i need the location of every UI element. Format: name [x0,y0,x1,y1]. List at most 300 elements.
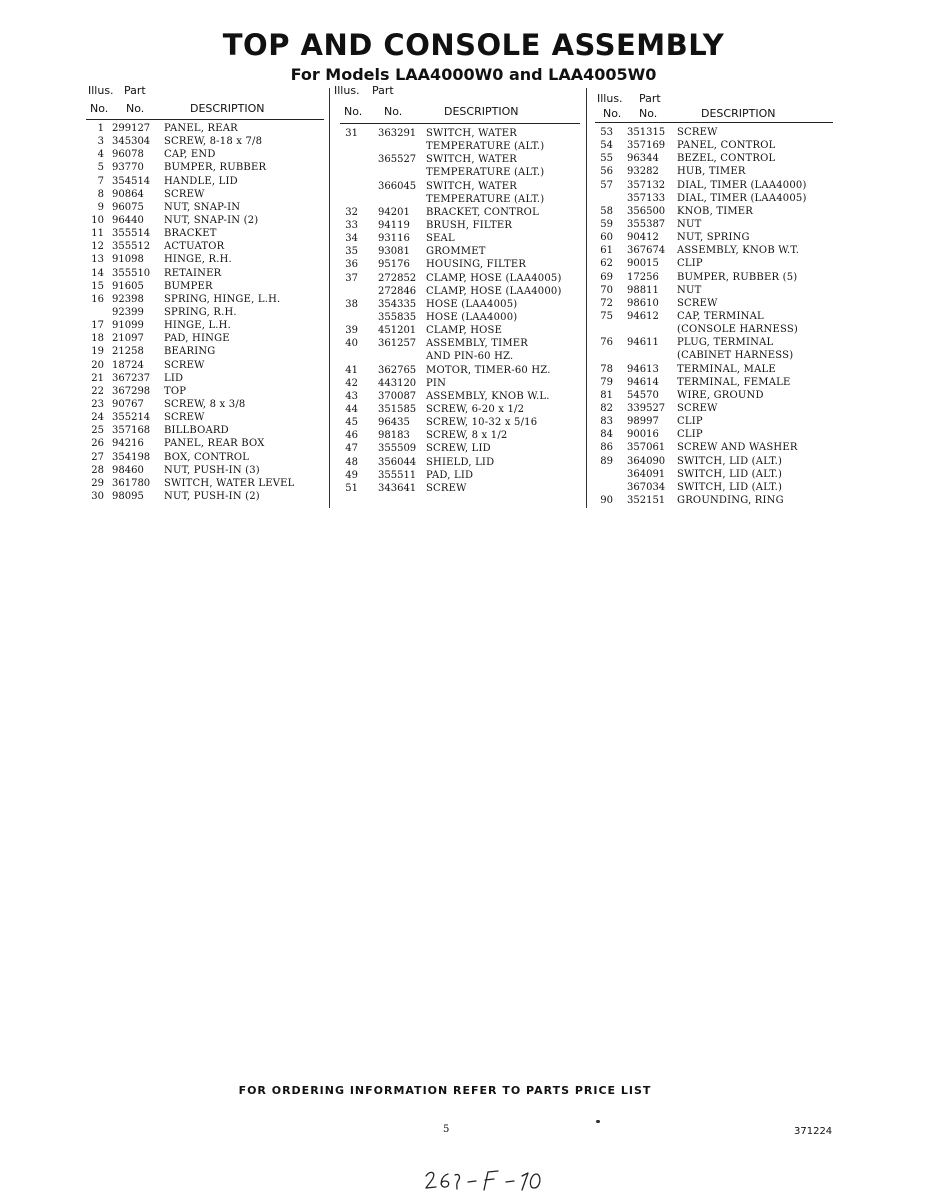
part-row [595,389,833,402]
part-description: CAP, END [164,149,216,161]
part-description: SCREW [677,127,718,138]
part-row [86,345,324,358]
part-description: GROUNDING, RING [677,494,784,506]
illus-number: 15 [91,280,104,292]
parts-column-2 [334,84,580,495]
illus-number: 58 [600,205,613,217]
illus-number: 19 [91,346,104,358]
part-row [86,175,324,188]
part-description: PANEL, REAR [164,123,238,134]
part-row [595,152,833,165]
part-row [595,481,833,494]
illus-number: 59 [600,218,613,230]
part-description: TEMPERATURE (ALT.) [426,193,545,205]
page-number: 5 [443,1124,450,1135]
part-description: HINGE, R.H. [164,254,232,266]
part-number: 98095 [112,490,144,502]
illus-number: 34 [345,233,358,245]
part-description: SCREW [677,402,718,414]
part-row [340,482,580,495]
parts-list [340,127,580,495]
illus-number: 33 [345,219,358,231]
illus-number: 75 [600,310,613,322]
part-row [595,455,833,468]
column-divider [586,88,587,508]
illus-number: 37 [345,272,358,284]
part-row [340,324,580,337]
header-rule [340,123,580,124]
part-description: SCREW, 8-18 x 7/8 [164,136,263,148]
part-number: 367298 [112,385,151,397]
part-description: TERMINAL, MALE [677,363,776,375]
part-number: 94216 [112,438,144,450]
part-description: HINGE, L.H. [164,320,231,332]
illus-number: 11 [91,228,104,240]
part-number: 90767 [112,398,144,410]
part-description: NUT, PUSH-IN (2) [164,490,260,502]
part-description: BEZEL, CONTROL [677,153,776,165]
part-number: 90016 [627,429,659,441]
part-description: SWITCH, WATER LEVEL [164,477,295,489]
part-number: 351315 [627,127,666,138]
part-row [86,240,324,253]
header-description: DESCRIPTION [701,107,776,120]
part-number: 98183 [378,430,410,442]
part-row [595,428,833,441]
part-description: PAD, LID [426,469,474,481]
illus-number: 41 [345,364,358,376]
part-number: 354514 [112,175,151,187]
header-part: Part [639,92,661,105]
part-description: LID [164,372,184,384]
illus-number: 76 [600,337,613,349]
illus-number: 42 [345,377,358,389]
illus-number: 39 [345,325,358,337]
part-number: 356044 [378,456,417,468]
part-number: 94119 [378,219,410,231]
part-number: 355510 [112,267,151,279]
part-description: BEARING [164,346,216,358]
part-description: SCREW, 8 x 1/2 [426,430,508,442]
part-description: SCREW [426,482,467,494]
part-number: 96344 [627,153,659,165]
illus-number: 57 [600,179,613,191]
part-row [595,205,833,218]
part-number: 345304 [112,136,151,148]
part-description: (CONSOLE HARNESS) [677,324,799,336]
part-number: 357132 [627,179,666,191]
part-number: 364091 [627,468,666,480]
part-number: 93282 [627,166,659,178]
illus-number: 22 [91,385,104,397]
part-number: 357168 [112,425,151,437]
part-description: SCREW [164,359,205,371]
part-description: SCREW, 6-20 x 1/2 [426,403,525,415]
illus-number: 78 [600,363,613,375]
ink-mark [596,1120,600,1123]
part-row [595,310,833,323]
document-number: 371224 [794,1126,833,1137]
part-row [86,332,324,345]
part-description: HANDLE, LID [164,175,238,187]
illus-number: 82 [600,402,613,414]
part-number: 93116 [378,233,410,245]
part-number: 299127 [112,123,151,134]
part-number: 272852 [378,272,417,284]
part-row [595,376,833,389]
part-description: HOSE (LAA4005) [426,298,518,310]
illus-number: 38 [345,298,358,310]
part-number: 363291 [378,128,417,139]
illus-number: 62 [600,258,613,270]
part-description: HOUSING, FILTER [426,259,527,271]
column-divider [329,88,330,508]
part-number: 355835 [378,311,417,323]
part-row [340,272,580,285]
illus-number: 1 [97,123,104,134]
part-number: 352151 [627,494,666,506]
parts-list [595,126,833,507]
part-description: TERMINAL, FEMALE [677,376,791,388]
column-header [86,84,324,122]
part-description: SPRING, HINGE, L.H. [164,293,281,305]
part-row [340,193,580,206]
header-illus-no: No. [603,107,622,120]
part-row [595,363,833,376]
part-description: SCREW, 8 x 3/8 [164,398,246,410]
part-row [595,336,833,349]
part-number: 91605 [112,280,144,292]
part-number: 366045 [378,180,417,192]
illus-number: 54 [600,140,613,152]
part-description: CLAMP, HOSE (LAA4000) [426,285,562,297]
part-description: KNOB, TIMER [677,205,754,217]
header-illus: Illus. [88,84,114,97]
part-number: 93770 [112,162,144,174]
part-number: 92398 [112,293,144,305]
part-number: 355509 [378,443,417,455]
part-description: TOP [164,385,187,397]
part-row [595,468,833,481]
part-row [86,201,324,214]
part-row [86,477,324,490]
column-header [595,84,833,122]
part-description: SCREW, LID [426,443,491,455]
part-description: AND PIN-60 HZ. [426,351,514,363]
part-row [595,402,833,415]
part-description: ACTUATOR [164,241,225,253]
part-row [340,442,580,455]
part-number: 355511 [378,469,417,481]
header-part-no: No. [126,102,145,115]
part-number: 98811 [627,284,659,296]
part-description: BRACKET, CONTROL [426,206,539,218]
part-description: SWITCH, LID (ALT.) [677,468,783,480]
handwritten-note [424,1164,544,1198]
header-illus-no: No. [90,102,109,115]
illus-number: 13 [91,254,104,266]
illus-number: 3 [97,136,104,148]
part-row [595,126,833,139]
illus-number: 86 [600,442,613,454]
illus-number: 46 [345,430,358,442]
part-description: (CABINET HARNESS) [677,350,794,362]
header-illus: Illus. [334,84,360,97]
part-row [340,416,580,429]
illus-number: 12 [91,241,104,253]
part-number: 94614 [627,376,659,388]
part-row [86,490,324,503]
illus-number: 83 [600,416,613,428]
ordering-info-footer: FOR ORDERING INFORMATION REFER TO PARTS PRICE LIST [238,1084,652,1097]
header-part-no: No. [384,105,403,118]
part-number: 21097 [112,333,144,345]
illus-number: 9 [97,201,104,213]
part-number: 98460 [112,464,144,476]
illus-number: 69 [600,271,613,283]
part-row [595,323,833,336]
part-number: 90864 [112,188,144,200]
part-number: 357061 [627,442,666,454]
part-row [340,140,580,153]
part-row [340,153,580,166]
part-row [340,245,580,258]
illus-number: 24 [91,412,104,424]
part-description: SCREW AND WASHER [677,442,798,454]
part-description: PLUG, TERMINAL [677,337,774,349]
illus-number: 32 [345,206,358,218]
part-number: 17256 [627,271,659,283]
part-number: 354335 [378,298,417,310]
part-description: CLIP [677,416,703,428]
part-row [340,166,580,179]
part-number: 357169 [627,140,666,152]
illus-number: 27 [91,451,104,463]
part-row [595,179,833,192]
part-description: GROMMET [426,246,486,258]
part-description: SWITCH, WATER [426,154,518,166]
part-description: DIAL, TIMER (LAA4000) [677,179,807,191]
part-row [595,139,833,152]
part-number: 354198 [112,451,151,463]
part-description: WIRE, GROUND [677,389,764,401]
part-row [340,337,580,350]
part-description: SWITCH, LID (ALT.) [677,455,783,467]
part-number: 96435 [378,417,410,429]
header-illus-no: No. [344,105,363,118]
part-number: 339527 [627,402,666,414]
illus-number: 53 [600,127,613,138]
part-number: 90015 [627,258,659,270]
part-description: BUMPER [164,280,213,292]
part-row [595,192,833,205]
part-description: CLIP [677,429,703,441]
illus-number: 44 [345,403,358,415]
illus-number: 45 [345,417,358,429]
part-number: 96078 [112,149,144,161]
part-description: NUT, SNAP-IN (2) [164,214,259,226]
header-illus: Illus. [597,92,623,105]
part-row [86,148,324,161]
part-number: 98997 [627,416,659,428]
part-row [340,403,580,416]
part-number: 355512 [112,241,151,253]
part-number: 21258 [112,346,144,358]
part-description: SCREW [164,412,205,424]
part-description: NUT [677,218,702,230]
part-number: 451201 [378,325,417,337]
part-description: BOX, CONTROL [164,451,250,463]
part-number: 91098 [112,254,144,266]
part-row [86,161,324,174]
header-part: Part [124,84,146,97]
part-number: 357133 [627,192,666,204]
part-description: HUB, TIMER [677,166,746,178]
illus-number: 30 [91,490,104,502]
illus-number: 70 [600,284,613,296]
illus-number: 72 [600,297,613,309]
part-description: NUT [677,284,702,296]
part-row [86,253,324,266]
part-description: SCREW, 10-32 x 5/16 [426,417,538,429]
part-number: 367034 [627,481,666,493]
illus-number: 16 [91,293,104,305]
part-row [86,424,324,437]
illus-number: 89 [600,455,613,467]
part-row [86,267,324,280]
illus-number: 26 [91,438,104,450]
part-number: 96440 [112,214,144,226]
part-row [86,227,324,240]
part-row [595,271,833,284]
part-description: BILLBOARD [164,425,229,437]
part-row [86,280,324,293]
parts-column-1 [86,84,324,503]
handwritten-note-drawing [424,1164,544,1194]
part-row [86,306,324,319]
part-number: 94201 [378,206,410,218]
part-row [595,218,833,231]
part-row [86,293,324,306]
part-description: CLAMP, HOSE (LAA4005) [426,272,562,284]
part-description: SWITCH, LID (ALT.) [677,481,783,493]
part-description: BUMPER, RUBBER (5) [677,271,798,283]
part-description: NUT, SNAP-IN [164,201,241,213]
illus-number: 28 [91,464,104,476]
part-row [595,284,833,297]
part-row [340,350,580,363]
illus-number: 10 [91,214,104,226]
illus-number: 8 [97,188,104,200]
part-row [340,180,580,193]
part-row [340,206,580,219]
illus-number: 43 [345,390,358,402]
part-row [340,456,580,469]
part-description: HOSE (LAA4000) [426,311,518,323]
header-part: Part [372,84,394,97]
part-number: 93081 [378,246,410,258]
part-description: TEMPERATURE (ALT.) [426,141,545,153]
illus-number: 48 [345,456,358,468]
part-row [86,464,324,477]
part-number: 94613 [627,363,659,375]
part-number: 95176 [378,259,410,271]
part-description: SWITCH, WATER [426,180,518,192]
column-header [334,84,580,122]
part-row [86,188,324,201]
illus-number: 23 [91,398,104,410]
illus-number: 90 [600,494,613,506]
part-row [86,359,324,372]
part-description: SPRING, R.H. [164,306,237,318]
part-number: 355387 [627,218,666,230]
part-description: MOTOR, TIMER-60 HZ. [426,364,551,376]
illus-number: 61 [600,245,613,257]
illus-number: 79 [600,376,613,388]
header-part-no: No. [639,107,658,120]
part-number: 356500 [627,205,666,217]
illus-number: 17 [91,320,104,332]
part-row [595,231,833,244]
header-rule [86,119,324,120]
part-row [595,257,833,270]
part-row [86,122,324,135]
part-description: PAD, HINGE [164,333,230,345]
part-number: 443120 [378,377,417,389]
part-row [595,244,833,257]
illus-number: 47 [345,443,358,455]
part-description: CLAMP, HOSE [426,325,503,337]
part-description: DIAL, TIMER (LAA4005) [677,192,807,204]
part-number: 343641 [378,482,417,494]
illus-number: 29 [91,477,104,489]
parts-column-3 [595,84,833,507]
part-number: 355214 [112,412,151,424]
illus-number: 18 [91,333,104,345]
part-row [86,214,324,227]
part-row [86,398,324,411]
part-row [595,441,833,454]
part-description: ASSEMBLY, KNOB W.L. [426,390,550,402]
part-number: 18724 [112,359,144,371]
part-number: 367674 [627,245,666,257]
header-rule [595,122,833,123]
illus-number: 55 [600,153,613,165]
part-number: 94612 [627,310,659,322]
part-description: SHIELD, LID [426,456,495,468]
part-description: ASSEMBLY, TIMER [426,338,528,350]
part-number: 361780 [112,477,151,489]
part-description: PIN [426,377,447,389]
part-number: 90412 [627,232,659,244]
part-number: 362765 [378,364,417,376]
part-number: 355514 [112,228,151,240]
part-number: 92399 [112,306,144,318]
illus-number: 49 [345,469,358,481]
part-row [340,364,580,377]
part-row [595,349,833,362]
part-row [595,165,833,178]
part-row [340,232,580,245]
part-description: BRUSH, FILTER [426,219,513,231]
part-number: 96075 [112,201,144,213]
part-row [340,429,580,442]
part-row [340,390,580,403]
part-description: CLIP [677,258,703,270]
part-description: PANEL, CONTROL [677,140,776,152]
part-number: 98610 [627,297,659,309]
part-row [595,415,833,428]
